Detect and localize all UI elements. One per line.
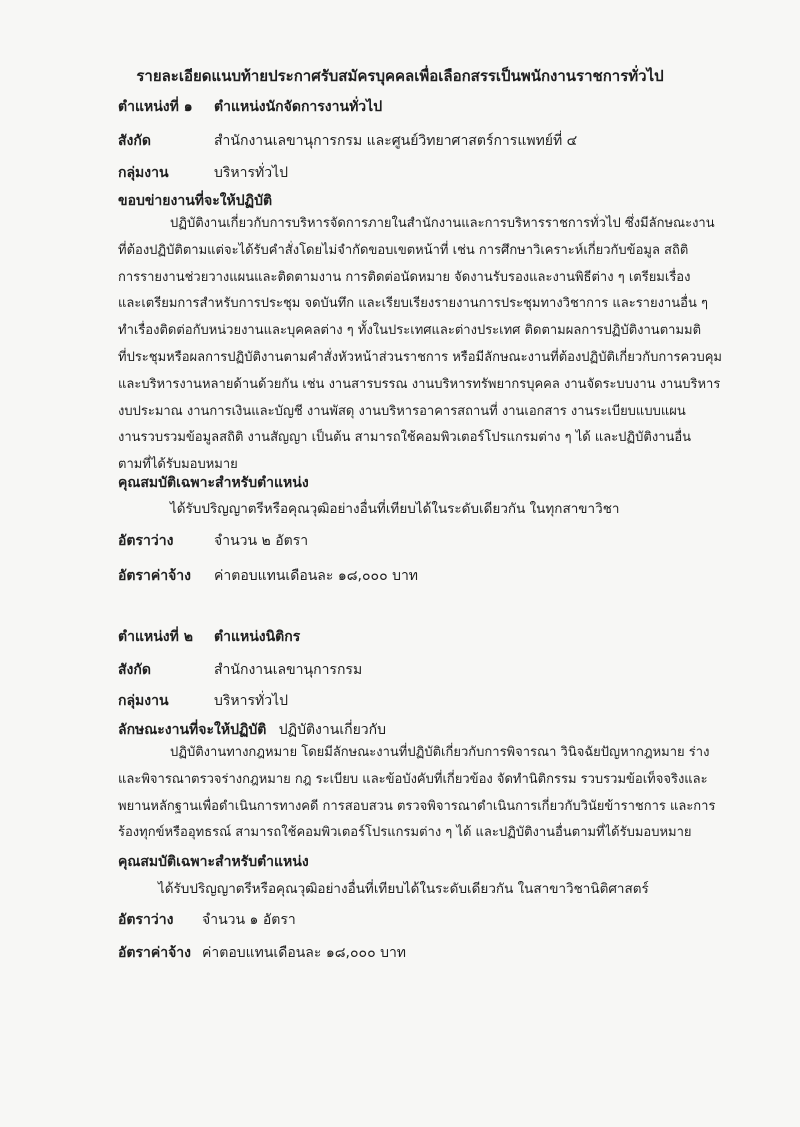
position-2-duties-line: พยานหลักฐานเพื่อดำเนินการทางคดี การสอบสวน ตรวจพิจารณาดำเนินการเกี่ยวกับวินัยข้าราชการ และการ xyxy=(118,798,716,814)
position-1-number: ตำแหน่งที่ ๑ xyxy=(118,99,193,115)
position-1-affiliation: สำนักงานเลขานุการกรม และศูนย์วิทยาศาสตร์การแพทย์ที่ ๔ xyxy=(214,133,578,149)
position-2-name: ตำแหน่งนิติกร xyxy=(214,629,301,645)
position-1-duties-line: และบริหารงานหลายด้านด้วยกัน เช่น งานสารบรรณ งานบริหารทรัพยากรบุคคล งานจัดระบบงาน งานบริหาร xyxy=(118,376,721,392)
position-1-duties-line: ที่ประชุมหรือผลการปฏิบัติงานตามคำสั่งหัวหน้าส่วนราชการ หรือมีลักษณะงานที่ต้องปฏิบัติเกี่ยวกับการควบคุม xyxy=(118,349,722,365)
position-2-duties-line: และพิจารณาตรวจร่างกฎหมาย กฎ ระเบียบ และข้อบังคับที่เกี่ยวข้อง จัดทำนิติกรรม รวบรวมข้อเท็จจริงและ xyxy=(118,771,708,787)
position-1-qual-text: ได้รับปริญญาตรีหรือคุณวุฒิอย่างอื่นที่เทียบได้ในระดับเดียวกัน ในทุกสาขาวิชา xyxy=(170,501,620,517)
position-2-duties-heading: ลักษณะงานที่จะให้ปฏิบัติ xyxy=(118,722,267,738)
position-1-duties-line: ทำเรื่องติดต่อกับหน่วยงานและบุคคลต่าง ๆ ทั้งในประเทศและต่างประเทศ ติดตามผลการปฏิบัติงานตามมติ xyxy=(118,323,702,339)
position-1-duties-line: ที่ต้องปฏิบัติตามแต่จะได้รับคำสั่งโดยไม่จำกัดขอบเขตหน้าที่ เช่น การศึกษาวิเคราะห์เกี่ยวกับข้อมูล สถิติ xyxy=(118,242,689,258)
position-1-duties xyxy=(118,211,740,479)
position-1-header xyxy=(118,96,383,118)
position-2-group: บริหารทั่วไป xyxy=(214,693,289,709)
position-2-affiliation-label: สังกัด xyxy=(118,662,151,678)
position-2-vacancy-label: อัตราว่าง xyxy=(118,912,174,928)
position-2-salary: ค่าตอบแทนเดือนละ ๑๘,๐๐๐ บาท xyxy=(202,945,407,961)
position-2-affiliation: สำนักงานเลขานุการกรม xyxy=(214,662,363,678)
position-1-duties-line: การรายงานช่วยวางแผนและติดตามงาน การติดต่อนัดหมาย จัดงานรับรองและงานพิธีต่าง ๆ เตรียมเรื่อง xyxy=(118,269,691,285)
position-2-salary-label: อัตราค่าจ้าง xyxy=(118,945,192,961)
position-1-duties-line: งบประมาณ งานการเงินและบัญชี งานพัสดุ งานบริหารอาคารสถานที่ งานเอกสาร งานระเบียบแบบแผน xyxy=(118,403,686,419)
position-1-duties-line: และเตรียมการสำหรับการประชุม จดบันทึก และเรียบเรียงรายงานการประชุมทางวิชาการ และรายงานอื่น ๆ xyxy=(118,296,708,312)
position-2-duties-line: ร้องทุกข์หรืออุทธรณ์ สามารถใช้คอมพิวเตอร์โปรแกรมต่าง ๆ ได้ และปฏิบัติงานอื่นตามที่ได้รับมอบหมาย xyxy=(118,825,692,841)
position-1-group-label: กลุ่มงาน xyxy=(118,165,169,181)
position-2-duties-intro: ปฏิบัติงานเกี่ยวกับ xyxy=(278,722,387,738)
position-2-duties-heading-row xyxy=(118,719,386,741)
position-1-duties-line: งานรวบรวมข้อมูลสถิติ งานสัญญา เป็นต้น สามารถใช้คอมพิวเตอร์โปรแกรมต่าง ๆ ได้ และปฏิบัติงานอื่น xyxy=(118,430,692,446)
position-1-duties-line: ตามที่ได้รับมอบหมาย xyxy=(118,457,238,473)
position-1-salary: ค่าตอบแทนเดือนละ ๑๘,๐๐๐ บาท xyxy=(214,568,419,584)
position-2-duties xyxy=(118,740,740,847)
position-1-qual-heading: คุณสมบัติเฉพาะสำหรับตำแหน่ง xyxy=(118,475,309,491)
position-1-name: ตำแหน่งนักจัดการงานทั่วไป xyxy=(214,99,383,115)
position-1-vacancy-label: อัตราว่าง xyxy=(118,533,174,549)
position-2-qual-heading: คุณสมบัติเฉพาะสำหรับตำแหน่ง xyxy=(118,854,309,870)
position-1-duties-line: ปฏิบัติงานเกี่ยวกับการบริหารจัดการภายในสำนักงานและการบริหารราชการทั่วไป ซึ่งมีลักษณะงาน xyxy=(170,216,715,231)
position-2-header xyxy=(118,626,301,648)
position-1-affiliation-label: สังกัด xyxy=(118,133,151,149)
position-1-duties-heading: ขอบข่ายงานที่จะให้ปฏิบัติ xyxy=(118,193,273,209)
position-2-duties-line: ปฏิบัติงานทางกฎหมาย โดยมีลักษณะงานที่ปฏิบัติเกี่ยวกับการพิจารณา วินิจฉัยปัญหากฎหมาย ร่าง xyxy=(170,745,710,760)
position-2-number: ตำแหน่งที่ ๒ xyxy=(118,629,193,645)
position-2-qual-text: ได้รับปริญญาตรีหรือคุณวุฒิอย่างอื่นที่เทียบได้ในระดับเดียวกัน ในสาขาวิชานิติศาสตร์ xyxy=(158,881,649,897)
position-1-salary-label: อัตราค่าจ้าง xyxy=(118,568,192,584)
position-2-group-label: กลุ่มงาน xyxy=(118,693,169,709)
position-2-vacancy: จำนวน ๑ อัตรา xyxy=(202,912,296,928)
position-1-group: บริหารทั่วไป xyxy=(214,165,289,181)
position-1-vacancy: จำนวน ๒ อัตรา xyxy=(214,533,309,549)
document-title: รายละเอียดแนบท้ายประกาศรับสมัครบุคคลเพื่อเลือกสรรเป็นพนักงานราชการทั่วไป xyxy=(136,67,664,85)
